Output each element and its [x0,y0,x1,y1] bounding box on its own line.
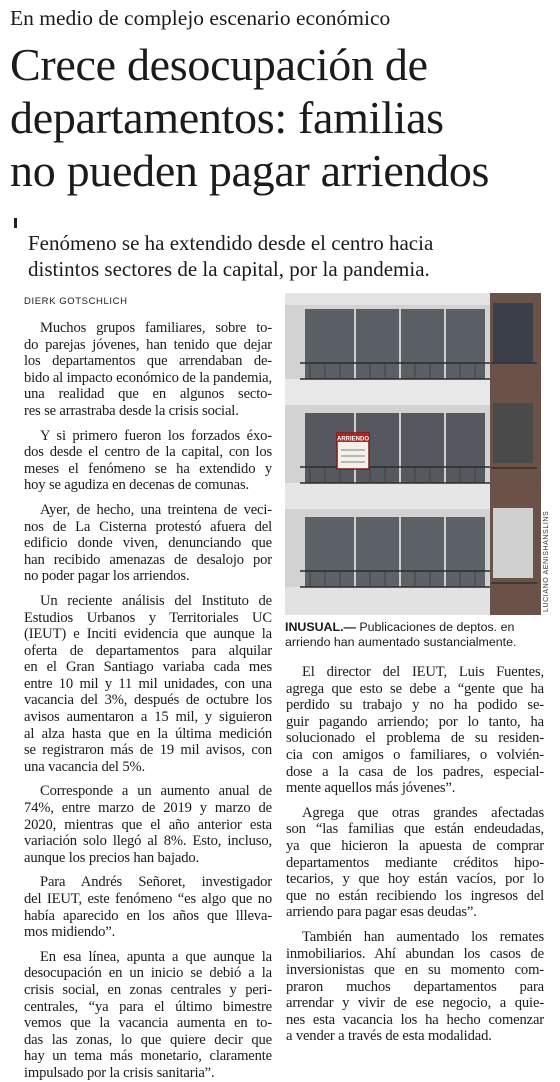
text-line: nos de La Cisterna protestó afuera del [24,518,272,535]
headline-line: no pueden pagar arriendos [10,145,490,196]
text-line: meses el fenómeno se ha extendido y [24,460,272,477]
text-line: aunque los precios han bajado. [24,849,200,866]
text-line: arrendar y vivir de ese negocio, a quie- [286,995,544,1012]
text-line: dose a la casa de los padres, especial- [286,763,544,780]
text-line: crisis social, en zonas centrales y peri- [24,981,272,998]
text-line: Para Andrés Señoret, investigador [40,874,272,891]
paragraph-gap [24,941,272,949]
headline [10,38,555,197]
subheadline [28,230,553,282]
text-line: También han aumentado los remates [302,928,544,945]
text-line: nes esta vacancia los ha hecho comenzar [286,1011,544,1028]
paragraph [24,593,272,776]
headline-line: Crece desocupación de [10,39,428,90]
text-line: res se arrastraba desde la crisis social. [24,402,239,419]
article-column-right [286,664,544,1045]
text-line: 2020, mientras que el año anterior esta [24,816,272,833]
text-line: del IEUT, este fenómeno “es algo que no [24,891,272,907]
paragraph [24,502,272,585]
text-line: no poder pagar los arriendos. [24,568,190,585]
caption-text: Publicaciones de deptos. en [359,620,515,634]
paragraph-gap [24,585,272,593]
paragraph-gap [24,775,272,783]
paragraph [24,320,272,420]
text-line: Muchos grupos familiares, sobre to- [40,320,272,336]
text-line: mente aquellos más jóvenes”. [286,780,456,797]
subheadline-line: Fenómeno se ha extendido desde el centro hacia [28,231,434,255]
text-line: entre 10 mil y 11 mil unidades, con una [24,675,272,692]
text-line: impulsado por la crisis sanitaria”. [24,1064,215,1081]
paragraph-gap [24,494,272,502]
text-line: vemos que la vacancia aumenta en to- [24,1015,272,1032]
text-line: tecarios, y que hoy están vacíos, por lo [286,871,544,888]
text-line: al alza hasta que en la última medición [24,725,272,742]
subheadline-line: distintos sectores de la capital, por la pandemia. [28,257,430,281]
headline-line: departamentos: familias [10,92,444,143]
building-photo [285,293,541,615]
paragraph [286,805,544,921]
text-line: Agrega que otras grandes afectadas [302,804,544,821]
text-line: (IEUT) e Inciti evidencia que aunque la [24,626,272,643]
paragraph-gap [286,921,544,929]
text-line: Ayer, de hecho, una treintena de veci- [40,501,272,518]
text-line: 74%, entre marzo de 2019 y marzo de [24,800,272,817]
text-line: que no están recibiendo los ingresos del [286,887,544,904]
divider [14,218,17,228]
article-column-left [24,320,272,1082]
text-line: a vender a través de esta modalidad. [286,1028,492,1045]
text-line: vacancia del 3%, después de octubre los [24,692,272,709]
paragraph-gap [24,866,272,874]
text-line: bido al impacto económico de la pandemia, [24,369,272,386]
text-line: avisos aumentaron a 15 mil, y siguieron [24,709,272,726]
paragraph [24,949,272,1082]
text-line: dos desde el centro de la capital, con los [24,444,272,461]
caption-label: INUSUAL.— [285,620,356,634]
text-line: perdido su trabajo y no ha podido se- [286,697,544,714]
text-line: hay un tema más monetario, claramente [24,1048,272,1065]
text-line: ya que hicieron la apuesta de comprar [286,837,544,854]
photo-caption [285,620,545,650]
text-line: una realidad que en algunos secto- [24,386,272,403]
text-line: departamentos mediante créditos hipo- [286,854,544,871]
text-line: do parejas jóvenes, han tenido que dejar [24,336,272,353]
text-line: había aparecido en los años que llleva- [24,907,272,924]
sign-text: ARRIENDO [336,436,370,443]
text-line: Un reciente análisis del Instituto de [40,592,272,609]
text-line: inversionistas que en su momento com- [286,962,544,979]
text-line: praron muchos departamentos para [286,978,544,995]
paragraph [286,664,544,797]
paragraph-gap [24,420,272,428]
text-line: agrega que esto se debe a “gente que ha [286,680,544,697]
text-line: centrales, “ya para el último bimestre [24,998,272,1015]
text-line: hoy se agudiza en decenas de comunas. [24,477,250,494]
paragraph [24,428,272,494]
kicker: En medio de complejo escenario económico [10,6,391,30]
text-line: se registraron más de 19 mil avisos, con [24,742,272,759]
text-line: Corresponde a un aumento anual de [40,783,272,800]
paragraph [24,783,272,866]
text-line: arriendo para pagar esas deudas”. [286,904,477,921]
text-line: Y si primero fueron los forzados éxo- [40,427,272,444]
text-line: guir pagando arriendo; por lo tanto, ha [286,713,544,730]
building-photo-illustration [285,293,541,615]
text-line: En esa línea, apunta a que aunque la [40,948,272,965]
paragraph [24,874,272,940]
text-line: son “las familias que están endeudadas, [286,821,544,838]
text-line: los departamentos que arrendaban de- [24,353,272,370]
text-line: han recibido amenazas de desalojo por [24,551,272,568]
text-line: inmobiliarios. Ahí abundan los casos de [286,945,544,962]
paragraph-gap [286,797,544,805]
text-line: oferta de departamentos para alquilar [24,642,272,659]
paragraph [286,929,544,1045]
text-line: Estudios Urbanos y Territoriales UC [24,609,272,626]
text-line: edificio donde viven, denunciando que [24,535,272,552]
text-line: una vacancia del 5%. [24,758,145,775]
text-line: variación solo llegó al 8%. Esto, incluso, [24,833,272,850]
text-line: desocupación en un inicio se debió a la [24,965,272,982]
text-line: en el Gran Santiago variaba cada mes [24,659,272,676]
caption-text: arriendo han aumentado sustancialmente. [285,635,517,649]
byline: DIERK GOTSCHLICH [24,296,128,307]
text-line: mos midiendo”. [24,924,116,941]
text-line: das las zonas, lo que quiere decir que [24,1031,272,1048]
text-line: cia con amigos o familiares, o volvién- [286,746,544,763]
photo-credit: LUCIANO AENISHANSLINS [543,510,550,612]
text-line: solucionado el problema de su residen- [286,730,544,747]
text-line: El director del IEUT, Luis Fuentes, [302,664,544,680]
